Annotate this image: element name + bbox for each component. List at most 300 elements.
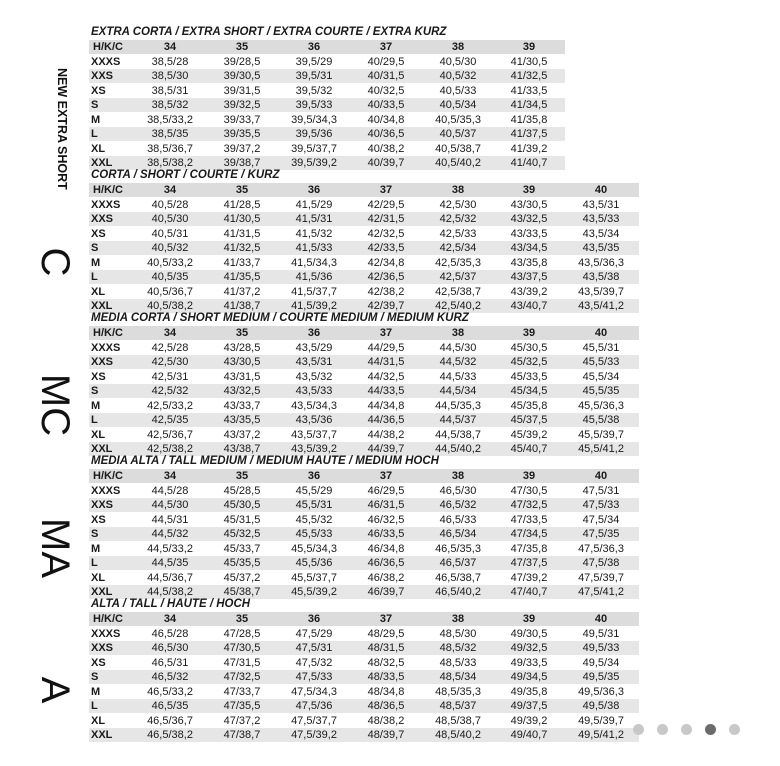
table-header-row (89, 40, 565, 54)
measurement-cell: 41/39,2 (510, 142, 548, 155)
measurement-cell: 46,5/37 (439, 557, 477, 569)
measurement-cell: 49,5/36,3 (578, 685, 624, 698)
measurement-cell: 47,5/29 (295, 627, 333, 640)
measurement-cell: 43,5/29 (295, 341, 333, 354)
measurement-cell: 43,5/33 (582, 213, 620, 225)
column-header: 40 (594, 184, 608, 196)
measurement-cell: 47,5/37,7 (291, 714, 337, 727)
measurement-cell: 43/32,5 (223, 385, 261, 397)
measurement-cell: 44,5/36,7 (147, 571, 193, 584)
measurement-cell: 44,5/30 (439, 341, 477, 354)
measurement-cell: 48/36,5 (367, 700, 405, 712)
measurement-cell: 46/31,5 (367, 499, 405, 511)
size-label: XXXS (91, 198, 121, 211)
measurement-cell: 48/33,5 (367, 671, 405, 683)
measurement-cell: 46,5/38,2 (147, 729, 193, 741)
measurement-cell: 45,5/36 (295, 557, 333, 569)
measurement-cell: 42,5/38,2 (147, 443, 193, 455)
measurement-cell: 44/29,5 (367, 341, 405, 354)
column-header: 38 (451, 327, 465, 339)
measurement-cell: 43,5/32 (295, 370, 333, 383)
measurement-cell: 47/28,5 (223, 627, 261, 640)
measurement-cell: 46/34,8 (367, 542, 405, 555)
size-label: XL (91, 142, 106, 155)
measurement-cell: 45,5/36,3 (578, 399, 624, 412)
measurement-cell: 40/38,2 (367, 142, 405, 155)
measurement-cell: 45/28,5 (223, 484, 261, 497)
measurement-cell: 43,5/36,3 (578, 256, 624, 269)
measurement-cell: 43,5/34 (582, 227, 620, 240)
measurement-cell: 42,5/32 (151, 385, 189, 397)
column-header: 40 (594, 470, 608, 482)
measurement-cell: 40,5/37 (439, 128, 477, 140)
pagination-dot[interactable] (657, 724, 668, 735)
table-row (89, 556, 639, 570)
measurement-cell: 43/37,5 (510, 271, 548, 283)
measurement-cell: 49,5/41,2 (578, 729, 624, 741)
measurement-cell: 42/39,7 (367, 300, 405, 312)
column-header: 36 (307, 470, 321, 482)
measurement-cell: 47/30,5 (223, 642, 261, 654)
column-header: 35 (235, 41, 249, 53)
measurement-cell: 45/34,5 (510, 385, 548, 397)
measurement-cell: 42,5/31 (151, 370, 189, 383)
measurement-cell: 45/33,7 (223, 542, 261, 555)
measurement-cell: 44/32,5 (367, 370, 405, 383)
column-header: 37 (379, 470, 393, 482)
column-header: 34 (163, 327, 177, 339)
column-header: 35 (235, 613, 249, 625)
section-title: EXTRA CORTA / EXTRA SHORT / EXTRA COURTE / EXTRA KURZ (91, 26, 447, 38)
measurement-cell: 45,5/33 (295, 528, 333, 540)
measurement-cell: 45,5/41,2 (578, 443, 624, 455)
measurement-cell: 43/37,2 (223, 428, 261, 441)
size-label: S (91, 99, 99, 111)
measurement-cell: 49/39,2 (510, 714, 548, 727)
measurement-cell: 48/29,5 (367, 627, 405, 640)
measurement-cell: 43/33,5 (510, 227, 548, 240)
measurement-cell: 45,5/34,3 (291, 542, 337, 555)
measurement-cell: 41/35,8 (510, 113, 548, 126)
table-row (89, 670, 639, 684)
measurement-cell: 42,5/37 (439, 271, 477, 283)
measurement-cell: 47/37,2 (223, 714, 261, 727)
table-header-row (89, 469, 639, 483)
measurement-cell: 44,5/40,2 (435, 443, 481, 455)
measurement-cell: 40,5/40,2 (435, 157, 481, 169)
measurement-cell: 45/33,5 (510, 370, 548, 383)
table-row (89, 571, 639, 585)
measurement-cell: 39/37,2 (223, 142, 261, 155)
measurement-cell: 45/39,2 (510, 428, 548, 441)
table-header-row (89, 326, 639, 340)
measurement-cell: 41/28,5 (223, 198, 261, 211)
measurement-cell: 49,5/35 (582, 671, 620, 683)
pagination-dot[interactable] (705, 724, 716, 735)
table-row (89, 84, 565, 98)
measurement-cell: 47/37,5 (510, 557, 548, 569)
pagination-dot[interactable] (681, 724, 692, 735)
measurement-cell: 43,5/33 (295, 385, 333, 397)
measurement-cell: 46,5/32 (439, 499, 477, 511)
measurement-cell: 47,5/41,2 (578, 586, 624, 598)
measurement-cell: 41/32,5 (223, 242, 261, 254)
column-header: 38 (451, 184, 465, 196)
measurement-cell: 47/32,5 (223, 671, 261, 683)
column-header: 36 (307, 184, 321, 196)
measurement-cell: 48,5/32 (439, 642, 477, 654)
column-header: 34 (163, 613, 177, 625)
table-row (89, 69, 565, 83)
measurement-cell: 48,5/30 (439, 627, 477, 640)
fit-side-label: NEW EXTRA SHORT (55, 68, 69, 190)
measurement-cell: 40/34,8 (367, 113, 405, 126)
table-row (89, 399, 639, 413)
measurement-cell: 47/32,5 (510, 499, 548, 511)
measurement-cell: 47/30,5 (510, 484, 548, 497)
column-header: 34 (163, 184, 177, 196)
table-row (89, 98, 565, 112)
fit-side-label: A (33, 676, 77, 704)
measurement-cell: 40,5/28 (151, 198, 189, 211)
measurement-cell: 38,5/36,7 (147, 142, 193, 155)
measurement-cell: 43/34,5 (510, 242, 548, 254)
measurement-cell: 42,5/35,3 (435, 256, 481, 269)
measurement-cell: 43/28,5 (223, 341, 261, 354)
measurement-cell: 43/40,7 (510, 300, 548, 312)
measurement-cell: 41,5/39,2 (291, 300, 337, 312)
measurement-cell: 43/31,5 (223, 370, 261, 383)
measurement-cell: 44,5/35,3 (435, 399, 481, 412)
measurement-cell: 45/31,5 (223, 513, 261, 526)
measurement-cell: 42,5/40,2 (435, 300, 481, 312)
measurement-cell: 47/33,7 (223, 685, 261, 698)
size-label: S (91, 242, 99, 254)
size-label: XXL (91, 443, 113, 455)
column-header: 40 (594, 327, 608, 339)
measurement-cell: 43,5/35 (582, 242, 620, 254)
measurement-cell: 43,5/31 (295, 356, 333, 368)
measurement-cell: 44,5/34 (439, 385, 477, 397)
table-row (89, 241, 639, 255)
measurement-cell: 47/31,5 (223, 656, 261, 669)
measurement-cell: 47/35,5 (223, 700, 261, 712)
measurement-cell: 41/35,5 (223, 271, 261, 283)
column-header: 39 (522, 327, 536, 339)
table-row (89, 685, 639, 699)
measurement-cell: 47,5/34,3 (291, 685, 337, 698)
measurement-cell: 39/38,7 (223, 157, 261, 169)
measurement-cell: 39,5/32 (295, 84, 333, 97)
measurement-cell: 45,5/32 (295, 513, 333, 526)
table-row (89, 212, 639, 226)
size-label: L (91, 557, 98, 569)
column-header: 38 (451, 470, 465, 482)
measurement-cell: 48,5/35,3 (435, 685, 481, 698)
measurement-cell: 43/32,5 (510, 213, 548, 225)
column-header: 39 (522, 41, 536, 53)
column-header: 34 (163, 41, 177, 53)
measurement-cell: 42,5/33 (439, 227, 477, 240)
measurement-cell: 47,5/35 (582, 528, 620, 540)
size-label: XXS (91, 499, 114, 511)
measurement-cell: 47,5/34 (582, 513, 620, 526)
pagination-dot[interactable] (633, 724, 644, 735)
measurement-cell: 46,5/33 (439, 513, 477, 526)
measurement-cell: 46,5/28 (151, 627, 189, 640)
size-label: L (91, 128, 98, 140)
table-row (89, 256, 639, 270)
table-row (89, 641, 639, 655)
size-label: XS (91, 227, 106, 240)
size-label: XXS (91, 213, 114, 225)
measurement-cell: 46/39,7 (367, 586, 405, 598)
measurement-cell: 41,5/33 (295, 242, 333, 254)
column-header: 38 (451, 41, 465, 53)
measurement-cell: 43,5/39,7 (578, 285, 624, 298)
size-label: XXL (91, 586, 113, 598)
measurement-cell: 45,5/39,7 (578, 428, 624, 441)
column-header: 37 (379, 41, 393, 53)
measurement-cell: 47/34,5 (510, 528, 548, 540)
size-label: S (91, 528, 99, 540)
measurement-cell: 43,5/36 (295, 414, 333, 426)
measurement-cell: 48,5/34 (439, 671, 477, 683)
size-label: XS (91, 513, 106, 526)
fit-side-label: MA (33, 518, 77, 578)
measurement-cell: 45,5/29 (295, 484, 333, 497)
measurement-cell: 40/39,7 (367, 157, 405, 169)
measurement-cell: 40,5/35,3 (435, 113, 481, 126)
measurement-cell: 43/39,2 (510, 285, 548, 298)
table-row (89, 370, 639, 384)
measurement-cell: 43/33,7 (223, 399, 261, 412)
size-label: XXL (91, 300, 113, 312)
measurement-cell: 45/32,5 (510, 356, 548, 368)
table-row (89, 627, 639, 641)
pagination-dot[interactable] (729, 724, 740, 735)
section-title: MEDIA ALTA / TALL MEDIUM / MEDIUM HAUTE / MEDIUM HOCH (91, 455, 439, 467)
measurement-cell: 44,5/35 (151, 557, 189, 569)
measurement-cell: 41/40,7 (510, 157, 548, 169)
measurement-cell: 42,5/30 (439, 198, 477, 211)
measurement-cell: 38,5/31 (151, 84, 189, 97)
measurement-cell: 46,5/34 (439, 528, 477, 540)
size-label: XXL (91, 157, 113, 169)
column-header: 39 (522, 470, 536, 482)
measurement-cell: 45/32,5 (223, 528, 261, 540)
measurement-cell: 48,5/38,7 (435, 714, 481, 727)
measurement-cell: 41/38,7 (223, 300, 261, 312)
measurement-cell: 47,5/39,2 (291, 729, 337, 741)
measurement-cell: 40,5/33,2 (147, 256, 193, 269)
size-label: XXL (91, 729, 113, 741)
table-row (89, 699, 639, 713)
size-label: L (91, 700, 98, 712)
measurement-cell: 42/31,5 (367, 213, 405, 225)
fit-side-label: C (33, 247, 77, 277)
column-header: 37 (379, 613, 393, 625)
measurement-cell: 38,5/38,2 (147, 157, 193, 169)
column-header-size: H/K/C (93, 327, 123, 339)
measurement-cell: 42,5/33,2 (147, 399, 193, 412)
size-label: S (91, 385, 99, 397)
measurement-cell: 47,5/36 (295, 700, 333, 712)
section-title: CORTA / SHORT / COURTE / KURZ (91, 169, 280, 181)
measurement-cell: 49/34,5 (510, 671, 548, 683)
measurement-cell: 38,5/33,2 (147, 113, 193, 126)
measurement-cell: 44/38,2 (367, 428, 405, 441)
measurement-cell: 49/37,5 (510, 700, 548, 712)
measurement-cell: 48/38,2 (367, 714, 405, 727)
measurement-cell: 44,5/33 (439, 370, 477, 383)
measurement-cell: 41/32,5 (510, 70, 548, 82)
table-row (89, 198, 639, 212)
column-header: 35 (235, 184, 249, 196)
measurement-cell: 39,5/36 (295, 128, 333, 140)
measurement-cell: 44,5/37 (439, 414, 477, 426)
size-label: M (91, 542, 101, 555)
measurement-cell: 42/36,5 (367, 271, 405, 283)
column-header-size: H/K/C (93, 41, 123, 53)
measurement-cell: 44,5/38,2 (147, 586, 193, 598)
column-header: 38 (451, 613, 465, 625)
measurement-cell: 45,5/39,2 (291, 586, 337, 598)
measurement-cell: 41/33,7 (223, 256, 261, 269)
table-row (89, 527, 639, 541)
measurement-cell: 45,5/31 (295, 499, 333, 511)
measurement-cell: 48/39,7 (367, 729, 405, 741)
table-row (89, 285, 639, 299)
measurement-cell: 43,5/31 (582, 198, 620, 211)
measurement-cell: 41,5/32 (295, 227, 333, 240)
size-label: XXS (91, 70, 114, 82)
column-header-size: H/K/C (93, 470, 123, 482)
measurement-cell: 49,5/38 (582, 700, 620, 712)
measurement-cell: 40,5/30 (439, 55, 477, 68)
measurement-cell: 47,5/31 (582, 484, 620, 497)
measurement-cell: 42,5/38,7 (435, 285, 481, 298)
measurement-cell: 43/35,5 (223, 414, 261, 426)
measurement-cell: 46,5/35,3 (435, 542, 481, 555)
measurement-cell: 45/35,5 (223, 557, 261, 569)
size-label: M (91, 256, 101, 269)
measurement-cell: 46/38,2 (367, 571, 405, 584)
measurement-cell: 41,5/29 (295, 198, 333, 211)
measurement-cell: 43/30,5 (510, 198, 548, 211)
measurement-cell: 38,5/35 (151, 128, 189, 140)
measurement-cell: 38,5/32 (151, 99, 189, 111)
column-header: 39 (522, 184, 536, 196)
measurement-cell: 40/36,5 (367, 128, 405, 140)
measurement-cell: 44,5/38,7 (435, 428, 481, 441)
table-row (89, 113, 565, 127)
measurement-cell: 41/37,2 (223, 285, 261, 298)
measurement-cell: 47/39,2 (510, 571, 548, 584)
table-row (89, 270, 639, 284)
column-header: 35 (235, 470, 249, 482)
size-label: M (91, 685, 101, 698)
measurement-cell: 42,5/30 (151, 356, 189, 368)
column-header-size: H/K/C (93, 184, 123, 196)
size-label: XXXS (91, 484, 121, 497)
measurement-cell: 47/40,7 (510, 586, 548, 598)
measurement-cell: 49/40,7 (510, 729, 548, 741)
measurement-cell: 39/35,5 (223, 128, 261, 140)
measurement-cell: 43,5/41,2 (578, 300, 624, 312)
measurement-cell: 40,5/33 (439, 84, 477, 97)
measurement-cell: 39/33,7 (223, 113, 261, 126)
measurement-cell: 45,5/33 (582, 356, 620, 368)
column-header: 36 (307, 41, 321, 53)
measurement-cell: 42/38,2 (367, 285, 405, 298)
measurement-cell: 44,5/32 (439, 356, 477, 368)
measurement-cell: 49/32,5 (510, 642, 548, 654)
measurement-cell: 47,5/39,7 (578, 571, 624, 584)
measurement-cell: 49/35,8 (510, 685, 548, 698)
table-row (89, 428, 639, 442)
measurement-cell: 46,5/40,2 (435, 586, 481, 598)
measurement-cell: 40,5/35 (151, 271, 189, 283)
size-label: XXS (91, 356, 114, 368)
measurement-cell: 48/31,5 (367, 642, 405, 654)
size-label: XS (91, 370, 106, 383)
size-label: XXS (91, 642, 114, 654)
measurement-cell: 45,5/38 (582, 414, 620, 426)
column-header: 37 (379, 327, 393, 339)
measurement-cell: 44,5/32 (151, 528, 189, 540)
measurement-cell: 41/37,5 (510, 128, 548, 140)
measurement-cell: 48,5/33 (439, 656, 477, 669)
size-label: XS (91, 656, 106, 669)
column-header: 40 (594, 613, 608, 625)
measurement-cell: 47,5/31 (295, 642, 333, 654)
measurement-cell: 45/37,2 (223, 571, 261, 584)
measurement-cell: 45/38,7 (223, 586, 261, 598)
measurement-cell: 44/31,5 (367, 356, 405, 368)
measurement-cell: 42,5/28 (151, 341, 189, 354)
size-label: L (91, 271, 98, 283)
measurement-cell: 44,5/31 (151, 513, 189, 526)
size-label: L (91, 414, 98, 426)
measurement-cell: 46,5/33,2 (147, 685, 193, 698)
measurement-cell: 39,5/39,2 (291, 157, 337, 169)
measurement-cell: 42,5/34 (439, 242, 477, 254)
size-label: XXXS (91, 55, 121, 68)
measurement-cell: 49,5/34 (582, 656, 620, 669)
measurement-cell: 47/33,5 (510, 513, 548, 526)
measurement-cell: 49,5/31 (582, 627, 620, 640)
measurement-cell: 38,5/28 (151, 55, 189, 68)
table-row (89, 127, 565, 141)
table-row (89, 714, 639, 728)
measurement-cell: 42,5/36,7 (147, 428, 193, 441)
measurement-cell: 39,5/29 (295, 55, 333, 68)
measurement-cell: 39,5/34,3 (291, 113, 337, 126)
measurement-cell: 43,5/34,3 (291, 399, 337, 412)
measurement-cell: 48,5/37 (439, 700, 477, 712)
measurement-cell: 46,5/30 (439, 484, 477, 497)
column-header: 36 (307, 613, 321, 625)
measurement-cell: 49,5/33 (582, 642, 620, 654)
measurement-cell: 43/35,8 (510, 256, 548, 269)
measurement-cell: 46,5/35 (151, 700, 189, 712)
table-row (89, 656, 639, 670)
section-title: MEDIA CORTA / SHORT MEDIUM / COURTE MEDIUM / MEDIUM KURZ (91, 312, 469, 324)
measurement-cell: 40/31,5 (367, 70, 405, 82)
measurement-cell: 44/34,8 (367, 399, 405, 412)
measurement-cell: 42/33,5 (367, 242, 405, 254)
